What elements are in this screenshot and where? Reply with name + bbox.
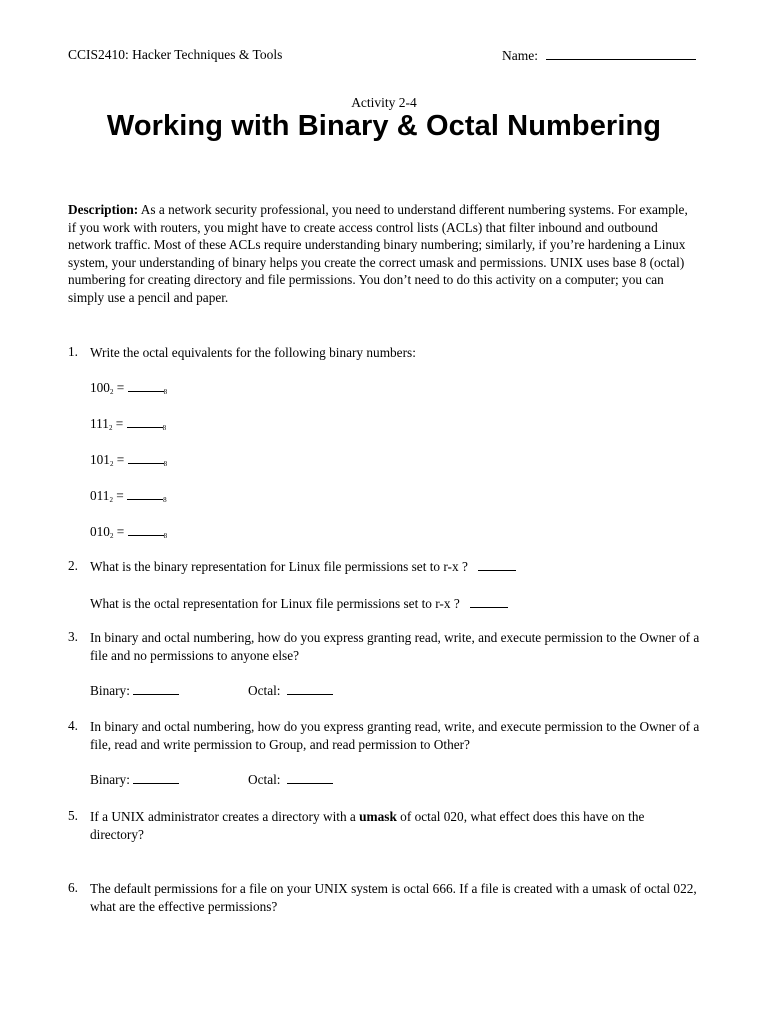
description-label: Description:	[68, 202, 139, 217]
conversion-item: $111_2 = _8$	[90, 416, 167, 432]
answer-blank	[287, 772, 333, 784]
name-label: Name:	[502, 48, 538, 63]
answer-blank	[133, 683, 179, 695]
answer-blank	[127, 488, 163, 500]
question-2b-text: What is the octal representation for Linux file permissions set to r-x ?	[90, 595, 700, 613]
question-2-number: 2.	[68, 558, 78, 573]
answer-blank	[128, 524, 164, 536]
question-1-number: 1.	[68, 344, 78, 359]
answer-blank	[287, 683, 333, 695]
question-6-text: The default permissions for a file on your UNIX system is octal 666. If a file is created with a umask of octal 022, what are the effective permissions?	[90, 881, 697, 914]
answer-blank	[133, 772, 179, 784]
activity-number: Activity 2-4	[351, 95, 417, 110]
page-title: Working with Binary & Octal Numbering	[106, 110, 662, 142]
conversion-item: $011_2 = _8$	[90, 488, 167, 504]
question-4-number: 4.	[68, 718, 78, 733]
answer-blank	[478, 559, 516, 571]
answer-blank	[128, 452, 164, 464]
question-3-octal: Octal:	[248, 683, 333, 699]
answer-blank	[127, 416, 163, 428]
description	[68, 201, 698, 307]
conversion-item: $101_2 = _8$	[90, 452, 168, 468]
question-3-binary: Binary:	[90, 683, 179, 699]
name-field	[502, 47, 696, 64]
question-3-text: In binary and octal numbering, how do you express granting read, write, and execute permission to the Owner of a file and no permissions to anyone else?	[90, 630, 700, 663]
conversion-item: $100_2 = _8$	[90, 380, 168, 396]
question-2a-text: What is the binary representation for Linux file permissions set to r-x ?	[90, 558, 700, 576]
name-blank-line	[546, 47, 696, 60]
answer-blank	[128, 380, 164, 392]
description-text: As a network security professional, you need to understand different numbering systems. For example, if you work with routers, you might have to create access control lists (ACLs) that filter inbound and outbound network traffic. Most of these ACLs require understanding binary numbering; similarly, if you’re hardening a Linux system, your understanding of binary helps you create the correct umask and permissions. UNIX uses base 8 (octal) numbering for creating directory and file permissions. You don’t need to do this activity on a computer; you can simply use a pencil and paper.	[68, 202, 688, 305]
question-4-octal: Octal:	[248, 772, 333, 788]
question-5-number: 5.	[68, 808, 78, 823]
answer-blank	[470, 596, 508, 608]
question-4-binary: Binary:	[90, 772, 179, 788]
question-4-text: In binary and octal numbering, how do you express granting read, write, and execute permission to the Owner of a file, read and write permission to Group, and read permission to Other?	[90, 719, 700, 752]
question-1-text: Write the octal equivalents for the following binary numbers:	[90, 345, 416, 360]
question-6-number: 6.	[68, 880, 78, 895]
course-header: CCIS2410: Hacker Techniques & Tools	[68, 47, 283, 62]
question-3-number: 3.	[68, 629, 78, 644]
conversion-item: $010_2 = _8$	[90, 524, 168, 540]
question-5-text: If a UNIX administrator creates a directory with a umask of octal 020, what effect does this have on the directory?	[90, 809, 645, 842]
